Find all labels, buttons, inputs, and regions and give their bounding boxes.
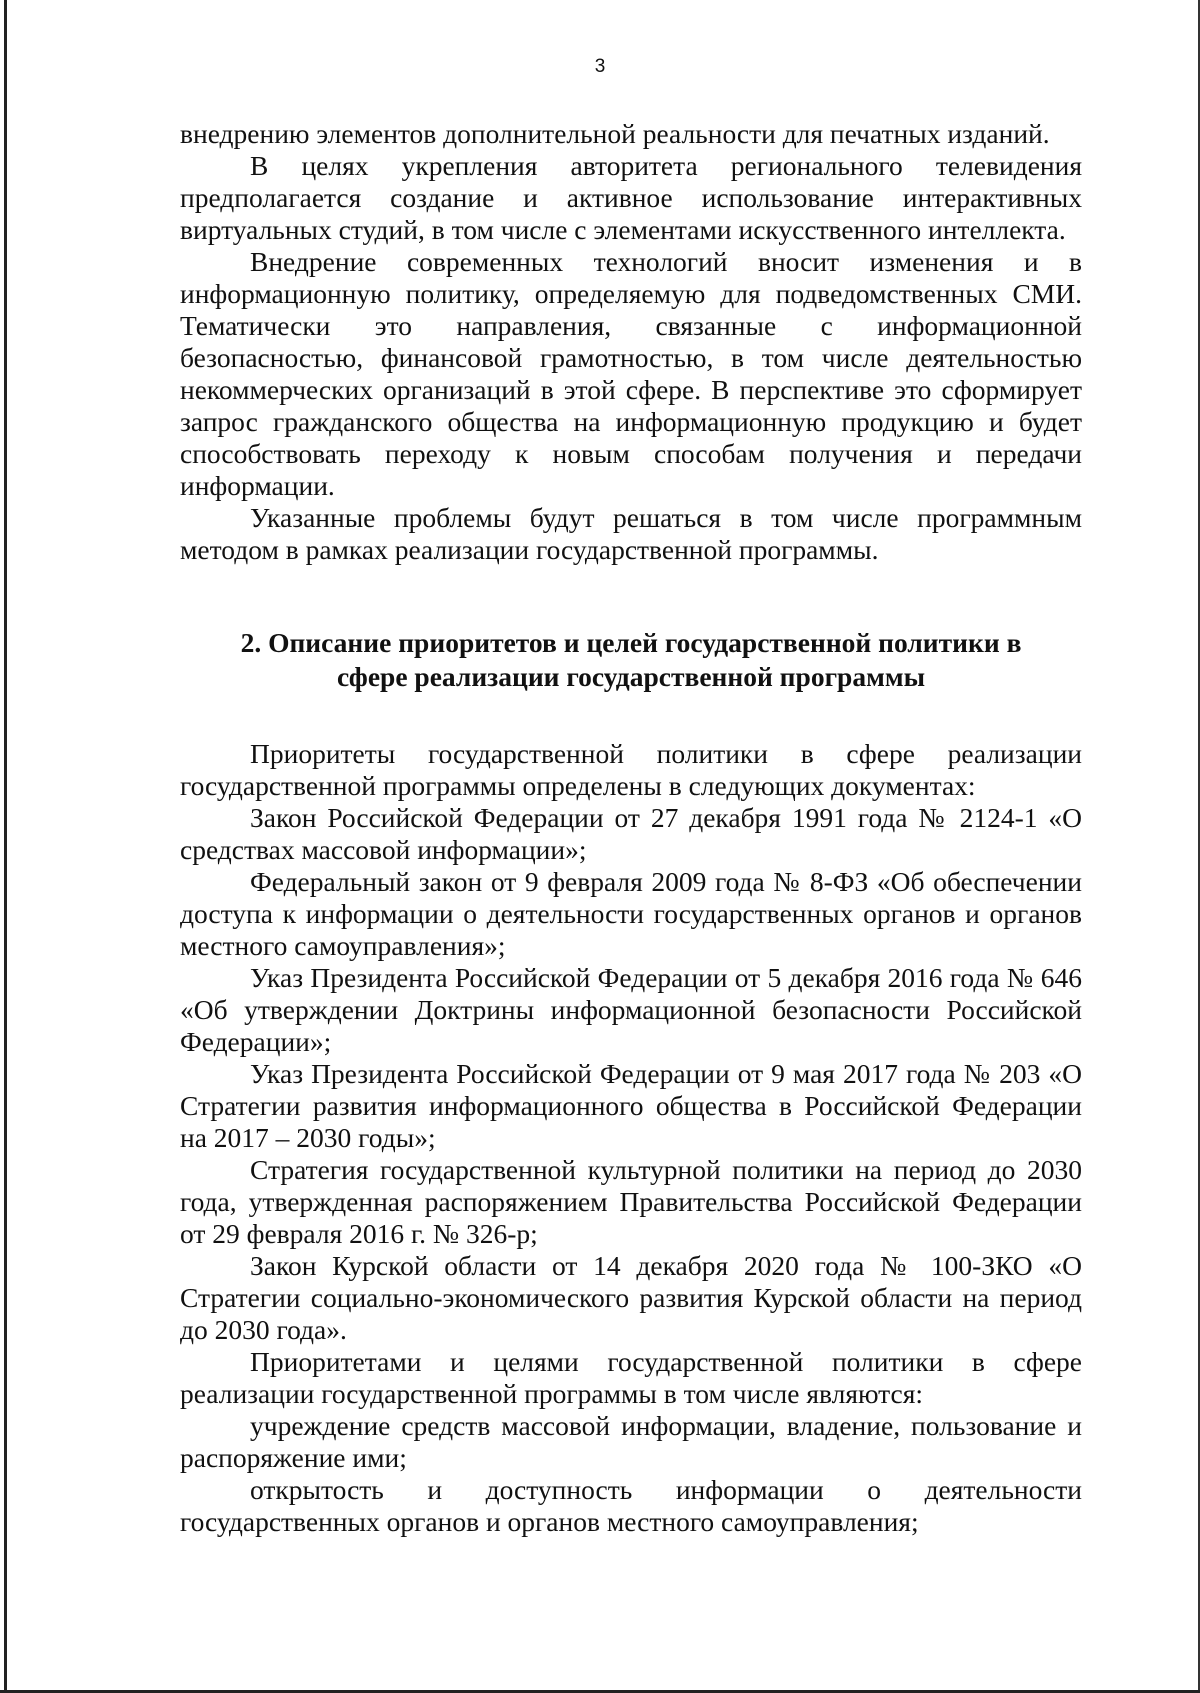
section-heading-line-1: 2. Описание приоритетов и целей государственной политики в bbox=[240, 627, 1022, 658]
document-reference: Стратегия государственной культурной политики на период до 2030 года, утвержденная распоряжением Правительства Российской Федерации от 29 февраля 2016 г. № 326-р; bbox=[180, 1154, 1082, 1249]
document-body bbox=[180, 118, 1082, 1538]
document-reference: Закон Российской Федерации от 27 декабря 1991 года № 2124-1 «О средствах массовой информации»; bbox=[180, 802, 1082, 865]
paragraph: Внедрение современных технологий вносит изменения и в информационную политику, определяемую для подведомственных СМИ. Тематически это направления, связанные с информационной безопасностью, финансовой грамотностью, в том числе деятельностью некоммерческих организаций в этой сфере. В перспективе это сформирует запрос гражданского общества на информационную продукцию и будет способствовать переходу к новым способам получения и передачи информации. bbox=[180, 246, 1082, 501]
paragraph: Указанные проблемы будут решаться в том числе программным методом в рамках реализации государственной программы. bbox=[180, 502, 1082, 565]
paragraph: Приоритеты государственной политики в сфере реализации государственной программы определены в следующих документах: bbox=[180, 738, 1082, 801]
paragraph: В целях укрепления авторитета регионального телевидения предполагается создание и активное использование интерактивных виртуальных студий, в том числе с элементами искусственного интеллекта. bbox=[180, 150, 1082, 245]
document-reference: Закон Курской области от 14 декабря 2020 года № 100-ЗКО «О Стратегии социально-экономического развития Курской области на период до 2030 года». bbox=[180, 1250, 1082, 1345]
paragraph: Приоритетами и целями государственной политики в сфере реализации государственной программы в том числе являются: bbox=[180, 1346, 1082, 1409]
document-reference: Указ Президента Российской Федерации от 9 мая 2017 года № 203 «О Стратегии развития информационного общества в Российской Федерации на 2017 – 2030 годы»; bbox=[180, 1058, 1082, 1153]
document-reference: Федеральный закон от 9 февраля 2009 года № 8-ФЗ «Об обеспечении доступа к информации о деятельности государственных органов и органов местного самоуправления»; bbox=[180, 866, 1082, 961]
document-reference: Указ Президента Российской Федерации от 5 декабря 2016 года № 646 «Об утверждении Доктрины информационной безопасности Российской Федерации»; bbox=[180, 962, 1082, 1057]
section-heading-line-2: сфере реализации государственной программы bbox=[336, 661, 926, 692]
paragraph: внедрению элементов дополнительной реальности для печатных изданий. bbox=[180, 118, 1050, 149]
page-number: 3 bbox=[594, 56, 606, 77]
scan-edge-left bbox=[4, 0, 7, 1693]
section-heading bbox=[180, 626, 1082, 694]
priority-item: открытость и доступность информации о деятельности государственных органов и органов местного самоуправления; bbox=[180, 1474, 1082, 1537]
priority-item: учреждение средств массовой информации, владение, пользование и распоряжение ими; bbox=[180, 1410, 1082, 1473]
